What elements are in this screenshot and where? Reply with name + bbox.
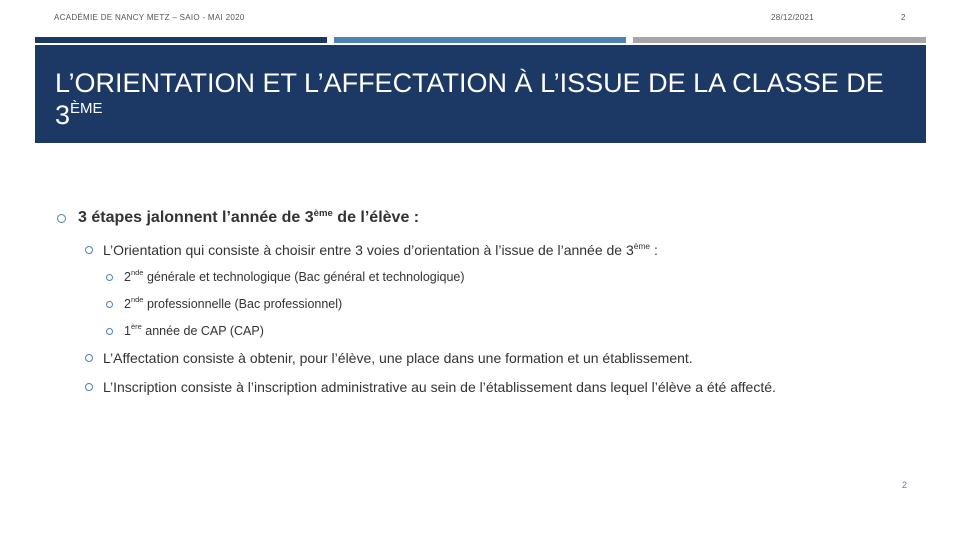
voie1-pre: 2	[124, 270, 131, 284]
bullet-circle-icon	[106, 301, 113, 308]
etapes-post: de l’élève :	[332, 209, 420, 226]
voie3-post: année de CAP (CAP)	[141, 324, 264, 338]
slide-title-text: L’ORIENTATION ET L’AFFECTATION À L’ISSUE DE LA CLASSE DE 3	[55, 68, 884, 130]
footer-page-number: 2	[902, 480, 908, 490]
voie3-pre: 1	[124, 324, 131, 338]
header-left-text: ACADÉMIE DE NANCY METZ – SAIO - MAI 2020	[54, 13, 245, 22]
bullet-inscription	[103, 379, 776, 395]
bullet-orientation	[103, 242, 658, 258]
header-page-number: 2	[901, 13, 906, 22]
affectation-text: L’Affectation consiste à obtenir, pour l’élève, une place dans une formation et un établissement.	[103, 350, 693, 366]
accent-bar-blue	[334, 37, 626, 43]
bullet-circle-icon	[106, 328, 113, 335]
title-banner	[35, 45, 926, 143]
voie2-post: professionnelle (Bac professionnel)	[143, 297, 343, 311]
bullet-circle-icon	[85, 246, 93, 254]
bullet-voie-professionnelle	[124, 297, 342, 311]
bullet-circle-icon	[57, 214, 66, 223]
orientation-pre: L’Orientation qui consiste à choisir entre 3 voies d’orientation à l’issue de l’année de 3	[103, 242, 634, 258]
accent-bar-dark-blue	[35, 37, 327, 43]
accent-bar-grey	[633, 37, 926, 43]
bullet-circle-icon	[85, 354, 93, 362]
voie3-sup: ère	[130, 322, 142, 331]
header-date: 28/12/2021	[771, 13, 815, 22]
orientation-sup: ème	[633, 241, 651, 251]
voie2-sup: nde	[130, 295, 144, 304]
slide-title-sup: ÈME	[70, 100, 103, 117]
etapes-sup: ème	[313, 208, 333, 219]
inscription-text: L’Inscription consiste à l’inscription administrative au sein de l’établissement dans lequel l’élève a été affecté.	[103, 379, 776, 395]
bullet-affectation	[103, 350, 693, 366]
bullet-circle-icon	[106, 274, 113, 281]
bullet-circle-icon	[85, 383, 93, 391]
voie1-post: générale et technologique (Bac général et technologique)	[143, 270, 465, 284]
voie1-sup: nde	[130, 268, 144, 277]
slide-title	[55, 67, 915, 131]
bullet-level1-etapes	[78, 209, 419, 227]
orientation-post: :	[650, 242, 658, 258]
bullet-voie-generale	[124, 270, 465, 284]
bullet-voie-cap	[124, 324, 264, 338]
etapes-pre: 3 étapes jalonnent l’année de 3	[78, 209, 314, 226]
voie2-pre: 2	[124, 297, 131, 311]
